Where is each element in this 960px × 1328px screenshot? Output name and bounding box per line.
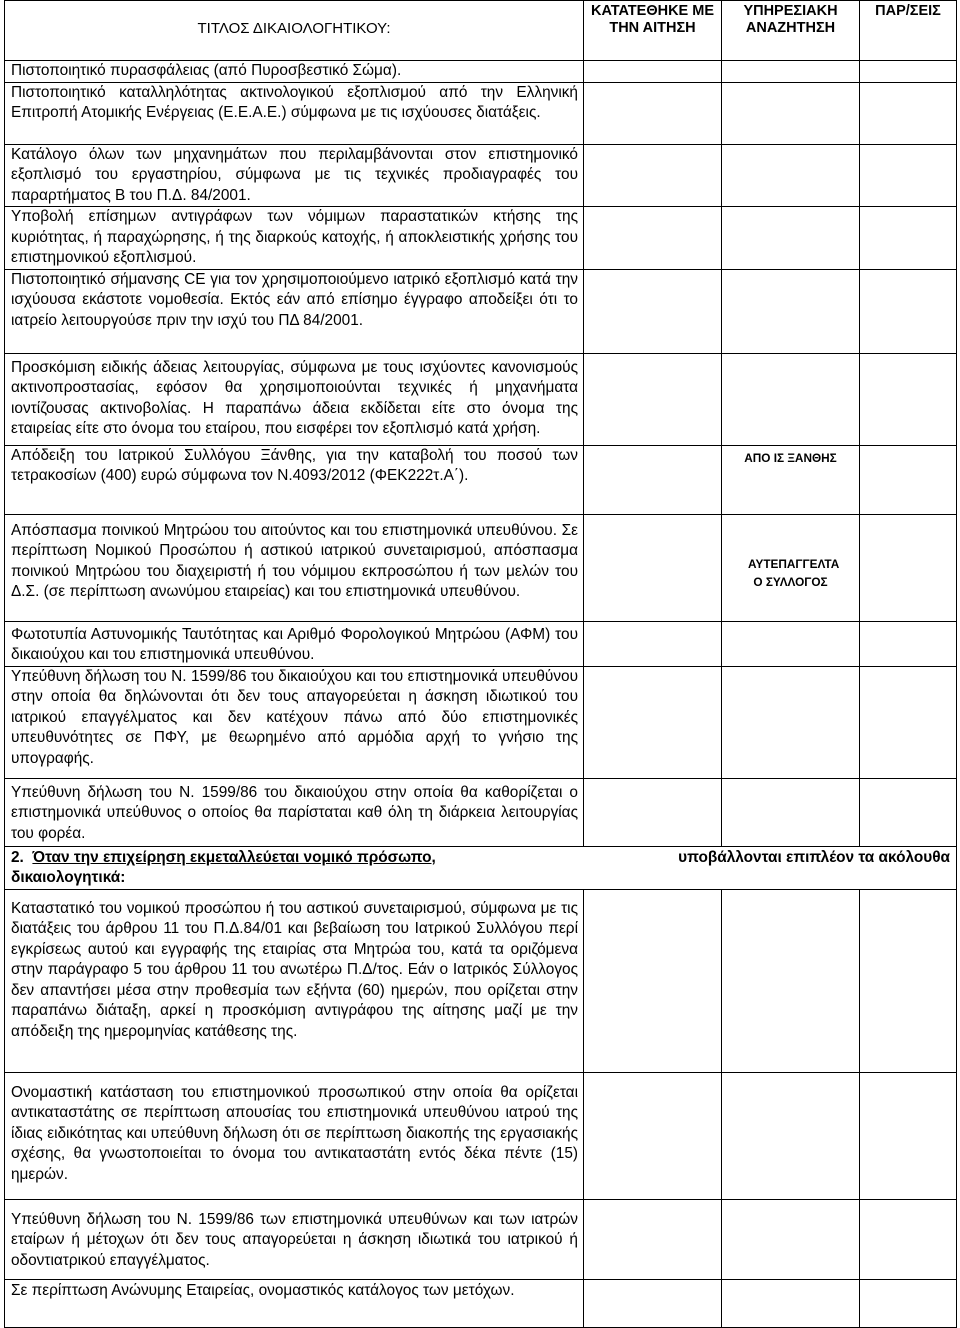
requirement-text: Υπεύθυνη δήλωση του Ν. 1599/86 του δικαιούχου στην οποία θα καθορίζεται ο επιστημονικά υπεύθυνος ο οποίος θα παρίσταται καθ όλη τη διάρκεια λειτουργίας του φορέα. (5, 778, 584, 846)
section-title-part3: δικαιολογητικά: (11, 869, 126, 886)
table-row (5, 61, 957, 83)
requirements-table (4, 0, 957, 1328)
table-row (5, 353, 957, 445)
requirement-text: Υπεύθυνη δήλωση του Ν. 1599/86 του δικαιούχου και του επιστημονικά υπευθύνου στην οποία θα δηλώνονται ότι δεν τους απαγορεύεται η άσκηση ιδιωτικού του ιατρικού επαγγέλματος και δεν κατέχουν πάνω από δύο επιστημονικές υπευθυνότητες σε ΠΦΥ, με θεωρημένο από αρμόδια αρχή το γνήσιο της υπογραφής. (5, 666, 584, 778)
table-row (5, 144, 957, 207)
table-row (5, 1279, 957, 1327)
table-row (5, 889, 957, 1072)
requirement-text: Υπεύθυνη δήλωση του Ν. 1599/86 των επιστημονικά υπευθύνων και των ιατρών εταίρων ή μέτοχων ότι δεν τους απαγορεύεται η άσκηση ιδιωτικά του ιατρικού ή οδοντιατρικού επαγγέλματος. (5, 1199, 584, 1279)
requirement-text: Πιστοποιητικό πυρασφάλειας (από Πυροσβεστικό Σώμα). (5, 61, 584, 83)
table-row (5, 621, 957, 666)
service-note: ΑΠΟ ΙΣ ΞΑΝΘΗΣ (722, 445, 860, 514)
col-header-notes: ΠΑΡ/ΣΕΙΣ (860, 1, 957, 61)
requirement-text: Κατάλογο όλων των μηχανημάτων που περιλαμβάνονται στον επιστημονικό εξοπλισμό του εργαστηρίου, σύμφωνα με τις τεχνικές προδιαγραφές του παραρτήματος Β του Π.Δ. 84/2001. (5, 144, 584, 207)
col-header-service: ΥΠΗΡΕΣΙΑΚΗ ΑΝΑΖΗΤΗΣΗ (722, 1, 860, 61)
requirement-text: Φωτοτυπία Αστυνομικής Ταυτότητας και Αριθμό Φορολογικού Μητρώου (ΑΦΜ) του δικαιούχου και του επιστημονικά υπευθύνου. (5, 621, 584, 666)
requirement-text: Προσκόμιση ειδικής άδειας λειτουργίας, σύμφωνα με τους ισχύοντες κανονισμούς ακτινοπροστασίας, εφόσον θα χρησιμοποιούνται τεχνικές ή μηχανήματα ιοντίζουσας ακτινοβολίας. Η παραπάνω άδεια εκδίδεται είτε στο όνομα της εταιρείας είτε στο όνομα του εταίρου, που εισφέρει τον εξοπλισμό κατά χρήση. (5, 353, 584, 445)
requirement-text: Ονομαστική κατάσταση του επιστημονικού προσωπικού στην οποία θα ορίζεται αντικαταστάτης σε περίπτωση απουσίας του επιστημονικά υπευθύνου ιατρού της ίδιας ειδικότητας και υπεύθυνη δήλωση ότι σε περίπτωση διακοπής της εργασιακής σχέσης, θα γνωστοποιείται το όνομα του αντικαταστάτη εντός δέκα πέντε (15) ημερών. (5, 1072, 584, 1199)
table-row (5, 778, 957, 846)
table-row (5, 207, 957, 270)
table-header-row (5, 1, 957, 61)
requirement-text: Υποβολή επίσημων αντιγράφων των νόμιμων παραστατικών κτήσης της κυριότητας, ή παραχώρησης, ή της διαρκούς κατοχής, ή αποκλειστικής χρήσης του επιστημονικού εξοπλισμού. (5, 207, 584, 270)
table-row (5, 1199, 957, 1279)
table-row (5, 445, 957, 514)
section-title-part1: Όταν την επιχείρηση εκμεταλλεύεται νομικό πρόσωπο, (32, 848, 436, 866)
requirement-text: Πιστοποιητικό καταλληλότητας ακτινολογικού εξοπλισμού από την Ελληνική Επιτροπή Ατομικής Ενέργειας (Ε.Ε.Α.Ε.) σύμφωνα με τις ισχύουσες διατάξεις. (5, 82, 584, 144)
table-row (5, 82, 957, 144)
requirement-text: Απόδειξη του Ιατρικού Συλλόγου Ξάνθης, για την καταβολή του ποσού των τετρακοσίων (400) ευρώ σύμφωνα τον Ν.4093/2012 (ΦΕΚ222τ.Α΄). (5, 445, 584, 514)
table-row (5, 1072, 957, 1199)
requirement-text: Σε περίπτωση Ανώνυμης Εταιρείας, ονομαστικός κατάλογος των μετόχων. (5, 1279, 584, 1327)
requirement-text: Καταστατικό του νομικού προσώπου ή του αστικού συνεταιρισμού, σύμφωνα με τις διατάξεις του άρθρου 11 του Π.Δ.84/01 και βεβαίωση του Ιατρικού Συλλόγου περί εγκρίσεως αυτού και εγγραφής της εταιρίας στα Μητρώα του, κατά τα οριζόμενα στην παράγραφο 5 του άρθρου 11 του ανωτέρω Π.Δ/τος. Εάν ο Ιατρικός Σύλλογος δεν απαντήσει μέσα στην προθεσμία των εξήντα (60) ημερών, που ορίζεται στην παραπάνω διάταξη, αρκεί η προσκόμιση αντιγράφου της αίτησης μαζί με την απόδειξη της ημερομηνίας κατάθεσης της. (5, 889, 584, 1072)
section-heading-row (5, 846, 957, 889)
table-row (5, 514, 957, 621)
table-title: ΤΙΤΛΟΣ ΔΙΚΑΙΟΛΟΓΗΤΙΚΟΥ: (5, 1, 584, 61)
table-row (5, 269, 957, 353)
requirement-text: Απόσπασμα ποινικού Μητρώου του αιτούντος και του επιστημονικά υπευθύνου. Σε περίπτωση Νομικού Προσώπου ή αστικού ιατρικού συνεταιρισμού, απόσπασμα ποινικού Μητρώου του διαχειριστή ή του νόμιμου εκπροσώπου ή των μελών του Δ.Σ. (σε περίπτωση ανωνύμου εταιρείας) και του επιστημονικά υπευθύνου. (5, 514, 584, 621)
table-row (5, 666, 957, 778)
col-header-submitted: ΚΑΤΑΤΕΘΗΚΕ ΜΕ ΤΗΝ ΑΙΤΗΣΗ (584, 1, 722, 61)
service-note: ΑΥΤΕΠΑΓΓΕΛΤΑ Ο ΣΥΛΛΟΓΟΣ (722, 514, 860, 621)
section-2-heading (5, 846, 957, 889)
section-number: 2. (11, 848, 24, 866)
requirement-text: Πιστοποιητικό σήμανσης CE για τον χρησιμοποιούμενο ιατρικό εξοπλισμό κατά την ισχύουσα εκάστοτε νομοθεσία. Εκτός εάν από επίσημο έγγραφο αποδείξει ότι το ιατρείο λειτουργούσε πριν την ισχύ του ΠΔ 84/2001. (5, 269, 584, 353)
section-title-part2: υποβάλλονται επιπλέον τα ακόλουθα (678, 848, 950, 866)
